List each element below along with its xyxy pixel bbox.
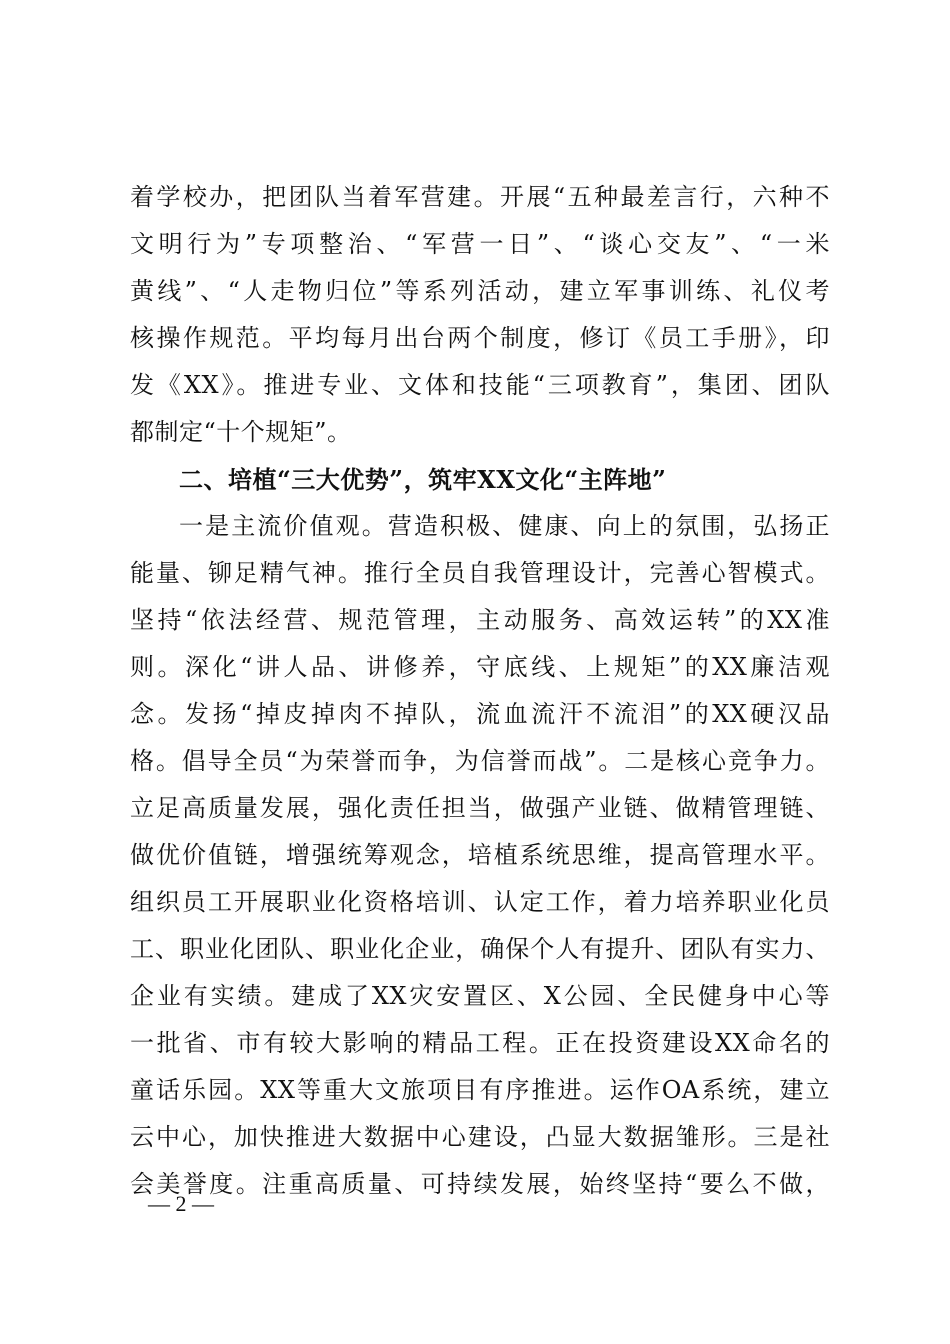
body-text	[130, 174, 830, 1208]
paragraph-line: 立足高质量发展，强化责任担当，做强产业链、做精管理链、	[130, 794, 830, 822]
paragraph-line: 核操作规范。平均每月出台两个制度，修订《员工手册》，印	[130, 324, 830, 352]
paragraph-line: 童话乐园。XX等重大文旅项目有序推进。运作OA系统，建立	[130, 1076, 830, 1104]
page-number: — 2 —	[148, 1191, 214, 1216]
paragraph-line: 都制定“十个规矩”。	[130, 418, 352, 446]
paragraph-line: 坚持“依法经营、规范管理，主动服务、高效运转”的XX准	[130, 606, 830, 634]
paragraph-line: 能量、铆足精气神。推行全员自我管理设计，完善心智模式。	[130, 559, 830, 587]
paragraph-line: 云中心，加快推进大数据中心建设，凸显大数据雏形。三是社	[130, 1123, 830, 1151]
paragraph-line: 一批省、市有较大影响的精品工程。正在投资建设XX命名的	[130, 1029, 830, 1057]
paragraph-line: 组织员工开展职业化资格培训、认定工作，着力培养职业化员	[130, 888, 830, 916]
paragraph-line: 做优价值链，增强统筹观念，培植系统思维，提高管理水平。	[130, 841, 830, 869]
paragraph-line: 发《XX》。推进专业、文体和技能“三项教育”，集团、团队	[130, 371, 830, 399]
paragraph-line: 工、职业化团队、职业化企业，确保个人有提升、团队有实力、	[130, 935, 830, 963]
section-heading: 二、培植“三大优势”，筑牢XX文化“主阵地”	[179, 465, 667, 494]
paragraph-line: 一是主流价值观。营造积极、健康、向上的氛围，弘扬正	[179, 512, 830, 540]
paragraph-line: 黄线”、“人走物归位”等系列活动，建立军事训练、礼仪考	[130, 277, 830, 305]
paragraph-line: 格。倡导全员“为荣誉而争，为信誉而战”。二是核心竞争力。	[130, 747, 830, 775]
paragraph-line: 文明行为”专项整治、“军营一日”、“谈心交友”、“一米	[130, 230, 830, 258]
paragraph-line: 企业有实绩。建成了XX灾安置区、X公园、全民健身中心等	[130, 982, 830, 1010]
paragraph-line: 会美誉度。注重高质量、可持续发展，始终坚持“要么不做，	[130, 1170, 830, 1198]
paragraph-line: 着学校办，把团队当着军营建。开展“五种最差言行，六种不	[130, 183, 830, 211]
paragraph-line: 念。发扬“掉皮掉肉不掉队，流血流汗不流泪”的XX硬汉品	[130, 700, 830, 728]
paragraph-line: 则。深化“讲人品、讲修养，守底线、上规矩”的XX廉洁观	[130, 653, 830, 681]
